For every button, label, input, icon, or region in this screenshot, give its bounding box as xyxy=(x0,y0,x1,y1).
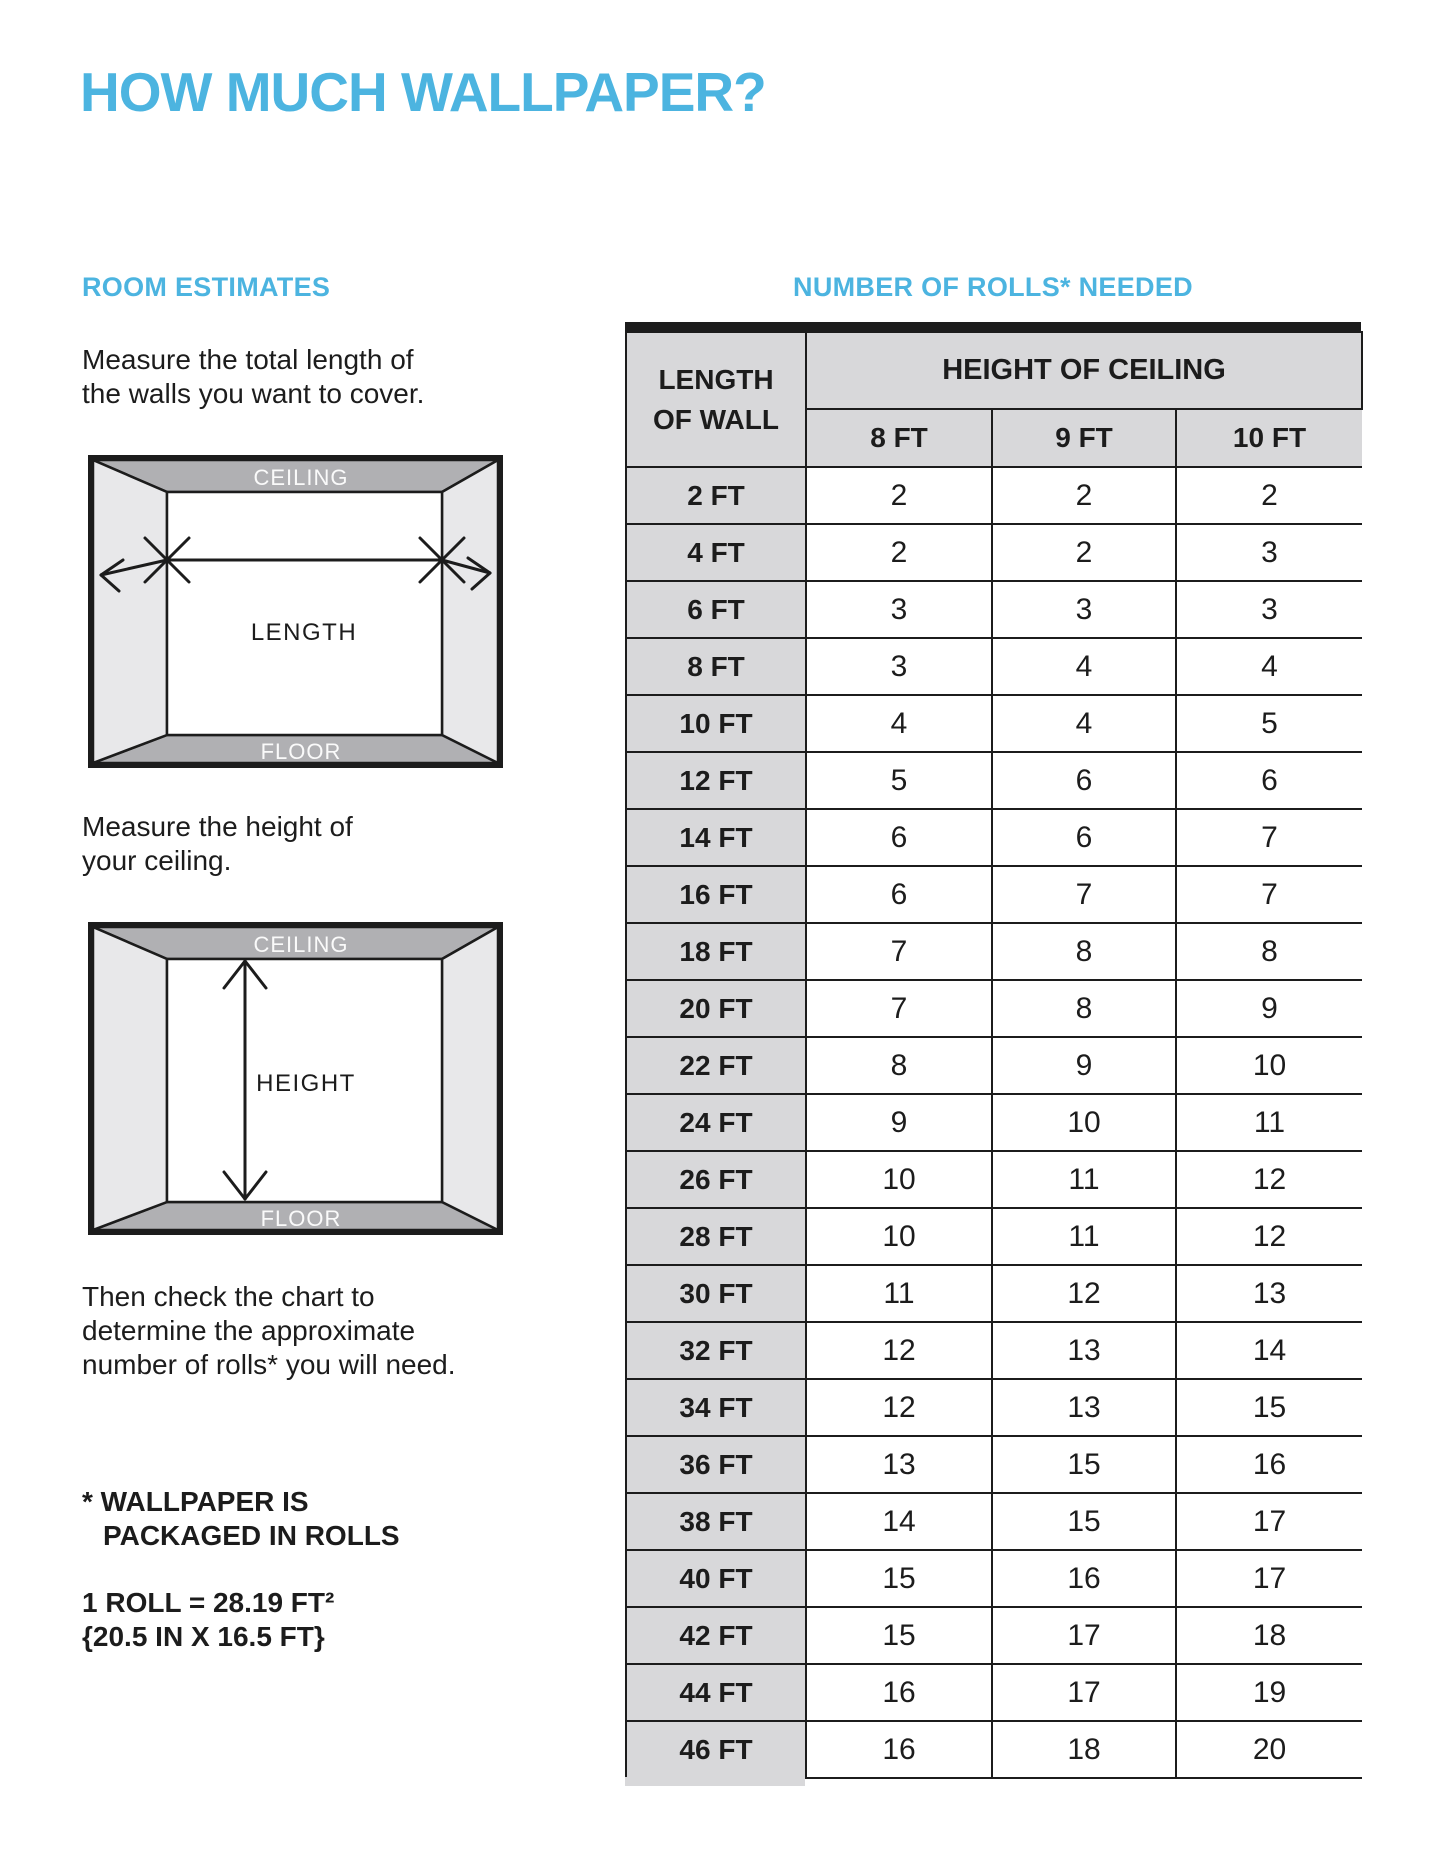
rolls-value-cell: 10 xyxy=(1176,1037,1362,1094)
rolls-value-cell: 7 xyxy=(1176,809,1362,866)
wall-length-cell: 16 FT xyxy=(626,866,806,923)
rolls-value-cell: 7 xyxy=(992,866,1176,923)
rolls-value-cell: 11 xyxy=(992,1208,1176,1265)
rolls-value-cell: 8 xyxy=(1176,923,1362,980)
text-line: PACKAGED IN ROLLS xyxy=(103,1520,400,1551)
text-line: Measure the total length of xyxy=(82,344,414,375)
rolls-table-body xyxy=(626,467,1362,1778)
rolls-value-cell: 10 xyxy=(992,1094,1176,1151)
rolls-value-cell: 9 xyxy=(806,1094,992,1151)
table-row xyxy=(626,752,1362,809)
rolls-value-cell: 2 xyxy=(992,467,1176,524)
wall-length-cell: 32 FT xyxy=(626,1322,806,1379)
table-row xyxy=(626,1208,1362,1265)
rolls-value-cell: 3 xyxy=(806,638,992,695)
rolls-needed-heading: NUMBER OF ROLLS* NEEDED xyxy=(793,272,1193,302)
rolls-value-cell: 10 xyxy=(806,1208,992,1265)
wall-length-cell: 24 FT xyxy=(626,1094,806,1151)
room-perspective-graphic xyxy=(93,927,498,1230)
rolls-value-cell: 2 xyxy=(992,524,1176,581)
table-row xyxy=(626,467,1362,524)
rolls-value-cell: 2 xyxy=(806,524,992,581)
floor-label: FLOOR xyxy=(260,739,342,763)
rolls-value-cell: 4 xyxy=(992,695,1176,752)
left-wall-surface xyxy=(93,927,167,1230)
room-length-diagram xyxy=(88,455,503,768)
rolls-value-cell: 16 xyxy=(992,1550,1176,1607)
text-line: OF WALL xyxy=(653,403,779,435)
rolls-value-cell: 4 xyxy=(806,695,992,752)
table-row xyxy=(626,1322,1362,1379)
wall-length-cell: 40 FT xyxy=(626,1550,806,1607)
table-row xyxy=(626,1379,1362,1436)
rolls-value-cell: 9 xyxy=(992,1037,1176,1094)
instruction-length xyxy=(82,343,424,411)
table-top-bar xyxy=(625,322,1361,331)
table-row xyxy=(626,809,1362,866)
rolls-value-cell: 18 xyxy=(992,1721,1176,1778)
table-row xyxy=(626,1664,1362,1721)
table-row xyxy=(626,923,1362,980)
rolls-value-cell: 17 xyxy=(1176,1550,1362,1607)
rolls-value-cell: 12 xyxy=(1176,1208,1362,1265)
table-row xyxy=(626,581,1362,638)
col-header-8ft: 8 FT xyxy=(806,409,992,467)
rolls-value-cell: 8 xyxy=(806,1037,992,1094)
table-row xyxy=(626,866,1362,923)
wall-length-cell: 22 FT xyxy=(626,1037,806,1094)
wall-length-cell: 10 FT xyxy=(626,695,806,752)
text-line: Measure the height of xyxy=(82,811,353,842)
rolls-value-cell: 13 xyxy=(1176,1265,1362,1322)
rolls-value-cell: 16 xyxy=(806,1721,992,1778)
table-row xyxy=(626,1265,1362,1322)
ceiling-label: CEILING xyxy=(253,932,349,957)
text-line: LENGTH xyxy=(658,363,774,395)
wall-length-cell: 20 FT xyxy=(626,980,806,1037)
rolls-value-cell: 17 xyxy=(1176,1493,1362,1550)
rolls-value-cell: 3 xyxy=(1176,581,1362,638)
rolls-value-cell: 15 xyxy=(992,1436,1176,1493)
col-header-9ft: 9 FT xyxy=(992,409,1176,467)
rolls-value-cell: 15 xyxy=(806,1607,992,1664)
rolls-value-cell: 6 xyxy=(1176,752,1362,809)
wall-length-cell: 28 FT xyxy=(626,1208,806,1265)
rolls-value-cell: 20 xyxy=(1176,1721,1362,1778)
rolls-value-cell: 11 xyxy=(1176,1094,1362,1151)
rolls-value-cell: 16 xyxy=(806,1664,992,1721)
rolls-value-cell: 8 xyxy=(992,923,1176,980)
wall-length-cell: 6 FT xyxy=(626,581,806,638)
wall-length-cell: 46 FT xyxy=(626,1721,806,1778)
room-perspective-graphic xyxy=(93,460,498,763)
wall-length-cell: 34 FT xyxy=(626,1379,806,1436)
text-line: Then check the chart to xyxy=(82,1281,375,1312)
length-label: LENGTH xyxy=(250,619,358,646)
rolls-value-cell: 12 xyxy=(806,1379,992,1436)
rolls-value-cell: 7 xyxy=(1176,866,1362,923)
rolls-value-cell: 6 xyxy=(992,809,1176,866)
height-of-ceiling-header: HEIGHT OF CEILING xyxy=(806,332,1362,409)
rolls-value-cell: 5 xyxy=(1176,695,1362,752)
rolls-value-cell: 5 xyxy=(806,752,992,809)
text-line: the walls you want to cover. xyxy=(82,378,425,409)
rolls-value-cell: 13 xyxy=(992,1322,1176,1379)
wall-length-cell: 38 FT xyxy=(626,1493,806,1550)
roll-size-info xyxy=(82,1586,334,1654)
rolls-value-cell: 14 xyxy=(806,1493,992,1550)
rolls-value-cell: 16 xyxy=(1176,1436,1362,1493)
table-row xyxy=(626,1721,1362,1778)
room-estimates-heading: ROOM ESTIMATES xyxy=(82,272,331,302)
rolls-value-cell: 3 xyxy=(1176,524,1362,581)
table-row xyxy=(626,1493,1362,1550)
height-label: HEIGHT xyxy=(256,1070,356,1097)
table-row xyxy=(626,695,1362,752)
table-bottom-gray-overhang xyxy=(625,1777,805,1786)
rolls-value-cell: 15 xyxy=(992,1493,1176,1550)
text-line: determine the approximate xyxy=(82,1315,416,1346)
wall-length-cell: 26 FT xyxy=(626,1151,806,1208)
rolls-value-cell: 11 xyxy=(992,1151,1176,1208)
rolls-value-cell: 10 xyxy=(806,1151,992,1208)
rolls-value-cell: 3 xyxy=(992,581,1176,638)
rolls-value-cell: 17 xyxy=(992,1607,1176,1664)
rolls-value-cell: 12 xyxy=(992,1265,1176,1322)
rolls-value-cell: 2 xyxy=(1176,467,1362,524)
right-wall-surface xyxy=(442,927,498,1230)
right-wall-surface xyxy=(442,460,498,763)
wall-length-cell: 8 FT xyxy=(626,638,806,695)
table-row xyxy=(626,524,1362,581)
left-wall-surface xyxy=(93,460,167,763)
rolls-value-cell: 15 xyxy=(1176,1379,1362,1436)
instruction-chart xyxy=(82,1280,456,1382)
rolls-value-cell: 15 xyxy=(806,1550,992,1607)
text-line: your ceiling. xyxy=(82,845,232,876)
text-line: 1 ROLL = 28.19 FT² xyxy=(82,1587,335,1618)
wall-length-cell: 30 FT xyxy=(626,1265,806,1322)
rolls-value-cell: 13 xyxy=(992,1379,1176,1436)
rolls-value-cell: 11 xyxy=(806,1265,992,1322)
wall-length-cell: 36 FT xyxy=(626,1436,806,1493)
rolls-value-cell: 12 xyxy=(1176,1151,1362,1208)
rolls-table-section xyxy=(625,322,1361,1779)
instruction-height xyxy=(82,810,353,878)
rolls-value-cell: 12 xyxy=(806,1322,992,1379)
wallpaper-footnote xyxy=(82,1485,400,1553)
table-row xyxy=(626,1436,1362,1493)
length-of-wall-header xyxy=(626,332,806,467)
table-row xyxy=(626,1094,1362,1151)
col-header-10ft: 10 FT xyxy=(1176,409,1362,467)
table-row xyxy=(626,980,1362,1037)
rolls-value-cell: 4 xyxy=(992,638,1176,695)
rolls-value-cell: 19 xyxy=(1176,1664,1362,1721)
wall-length-cell: 14 FT xyxy=(626,809,806,866)
wall-length-cell: 42 FT xyxy=(626,1607,806,1664)
rolls-value-cell: 3 xyxy=(806,581,992,638)
floor-label: FLOOR xyxy=(260,1206,342,1230)
rolls-value-cell: 6 xyxy=(806,866,992,923)
rolls-value-cell: 17 xyxy=(992,1664,1176,1721)
rolls-value-cell: 4 xyxy=(1176,638,1362,695)
rolls-value-cell: 18 xyxy=(1176,1607,1362,1664)
room-height-diagram xyxy=(88,922,503,1235)
wall-length-cell: 4 FT xyxy=(626,524,806,581)
rolls-value-cell: 13 xyxy=(806,1436,992,1493)
wall-length-cell: 18 FT xyxy=(626,923,806,980)
rolls-value-cell: 2 xyxy=(806,467,992,524)
rolls-value-cell: 9 xyxy=(1176,980,1362,1037)
rolls-value-cell: 6 xyxy=(992,752,1176,809)
page-title: HOW MUCH WALLPAPER? xyxy=(80,61,766,123)
wall-length-cell: 2 FT xyxy=(626,467,806,524)
rolls-value-cell: 6 xyxy=(806,809,992,866)
wall-length-cell: 44 FT xyxy=(626,1664,806,1721)
rolls-value-cell: 8 xyxy=(992,980,1176,1037)
rolls-table-head xyxy=(626,332,1362,467)
rolls-value-cell: 7 xyxy=(806,923,992,980)
table-row xyxy=(626,1550,1362,1607)
text-line: * WALLPAPER IS xyxy=(82,1486,309,1517)
rolls-table xyxy=(625,331,1363,1779)
table-row xyxy=(626,638,1362,695)
table-row xyxy=(626,1151,1362,1208)
rolls-value-cell: 7 xyxy=(806,980,992,1037)
rolls-value-cell: 14 xyxy=(1176,1322,1362,1379)
text-line: number of rolls* you will need. xyxy=(82,1349,456,1380)
table-row xyxy=(626,1037,1362,1094)
back-wall-surface xyxy=(167,492,442,735)
ceiling-label: CEILING xyxy=(253,465,349,490)
text-line: {20.5 IN X 16.5 FT} xyxy=(82,1621,325,1652)
wall-length-cell: 12 FT xyxy=(626,752,806,809)
table-row xyxy=(626,1607,1362,1664)
